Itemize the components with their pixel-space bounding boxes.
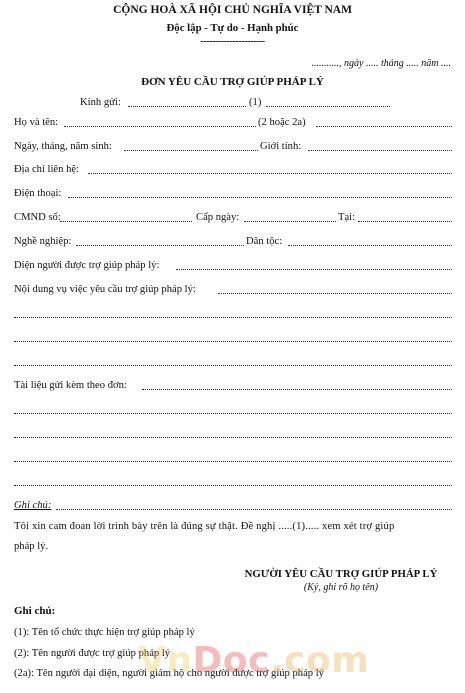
date-line: ..........., ngày ..... tháng ..... năm ....: [311, 58, 451, 69]
nghe-nghiep-blank: [76, 245, 244, 246]
watermark-part-1: Vn: [138, 640, 193, 681]
ho-ten-ref: (2 hoặc 2a): [258, 117, 306, 128]
cap-ngay-blank: [244, 221, 336, 222]
ngay-sinh-blank: [124, 150, 258, 151]
tai-lieu-blank-line: [14, 413, 452, 414]
ho-ten-blank-2: [316, 126, 452, 127]
dia-chi-blank: [88, 173, 452, 174]
ho-ten-blank: [64, 126, 256, 127]
noi-dung-blank: [218, 293, 452, 294]
header-separator: ----------------------: [200, 36, 265, 47]
kinh-gui-ref: (1): [249, 97, 262, 108]
dien-nguoi-blank: [176, 269, 452, 270]
tai-lieu-blank-line: [14, 461, 452, 462]
cap-ngay-label: Cấp ngày:: [196, 212, 240, 223]
note-item: (2a): Tên người đại diện, người giám hộ cho người được trợ giúp pháp lý: [14, 668, 324, 679]
dia-chi-label: Địa chỉ liên hệ:: [14, 164, 80, 175]
tai-lieu-blank-line: [14, 437, 452, 438]
national-name: CỘNG HOÀ XÃ HỘI CHỦ NGHĨA VIỆT NAM: [113, 4, 352, 16]
dien-nguoi-label: Diện người được trợ giúp pháp lý:: [14, 260, 160, 271]
kinh-gui-label: Kính gửi:: [80, 97, 121, 108]
ho-ten-label: Họ và tên:: [14, 117, 59, 128]
notes-heading: Ghi chú:: [14, 605, 56, 617]
tai-lieu-blank-line: [14, 485, 452, 486]
nghe-nghiep-label: Nghề nghiệp:: [14, 236, 72, 247]
signature-title: NGƯỜI YÊU CẦU TRỢ GIÚP PHÁP LÝ: [244, 568, 438, 580]
commitment-line-1: Tôi xin cam đoan lời trình bày trên là đúng sự thật. Đề nghị .....(1)..... xem xét trợ giúp: [14, 521, 395, 532]
tai-blank: [358, 221, 452, 222]
note-item: (1): Tên tổ chức thực hiện trợ giúp pháp lý: [14, 627, 195, 638]
watermark-part-3: .com: [269, 640, 370, 681]
form-title: ĐƠN YÊU CẦU TRỢ GIÚP PHÁP LÝ: [141, 76, 324, 88]
noi-dung-blank-line: [14, 365, 452, 366]
ghi-chu-blank: [56, 509, 452, 510]
dien-thoai-label: Điện thoại:: [14, 188, 62, 199]
noi-dung-blank-line: [14, 341, 452, 342]
tai-lieu-label: Tài liệu gửi kèm theo đơn:: [14, 380, 127, 391]
ghi-chu-inline-label: Ghi chú:: [14, 500, 52, 511]
noi-dung-label: Nội dung vụ việc yêu cầu trợ giúp pháp lý:: [14, 284, 196, 295]
gioi-tinh-blank: [308, 150, 452, 151]
gioi-tinh-label: Giới tính:: [260, 141, 302, 152]
note-item: (2): Tên người được trợ giúp pháp lý: [14, 648, 171, 659]
dan-toc-label: Dân tộc:: [246, 236, 283, 247]
dien-thoai-blank: [68, 197, 452, 198]
commitment-line-2: pháp lý.: [14, 541, 49, 552]
watermark-part-2: Doc: [192, 640, 270, 681]
tai-lieu-blank: [142, 389, 452, 390]
kinh-gui-blank: [128, 106, 246, 107]
noi-dung-blank-line: [14, 317, 452, 318]
national-motto: Độc lập - Tự do - Hạnh phúc: [166, 22, 299, 34]
ngay-sinh-label: Ngày, tháng, năm sinh:: [14, 141, 112, 152]
dan-toc-blank: [288, 245, 452, 246]
kinh-gui-blank-2: [266, 106, 390, 107]
signature-instruction: (Ký, ghi rõ họ tên): [303, 582, 379, 593]
cmnd-blank: [60, 221, 192, 222]
tai-label: Tại:: [338, 212, 356, 223]
cmnd-label: CMND số:: [14, 212, 61, 223]
